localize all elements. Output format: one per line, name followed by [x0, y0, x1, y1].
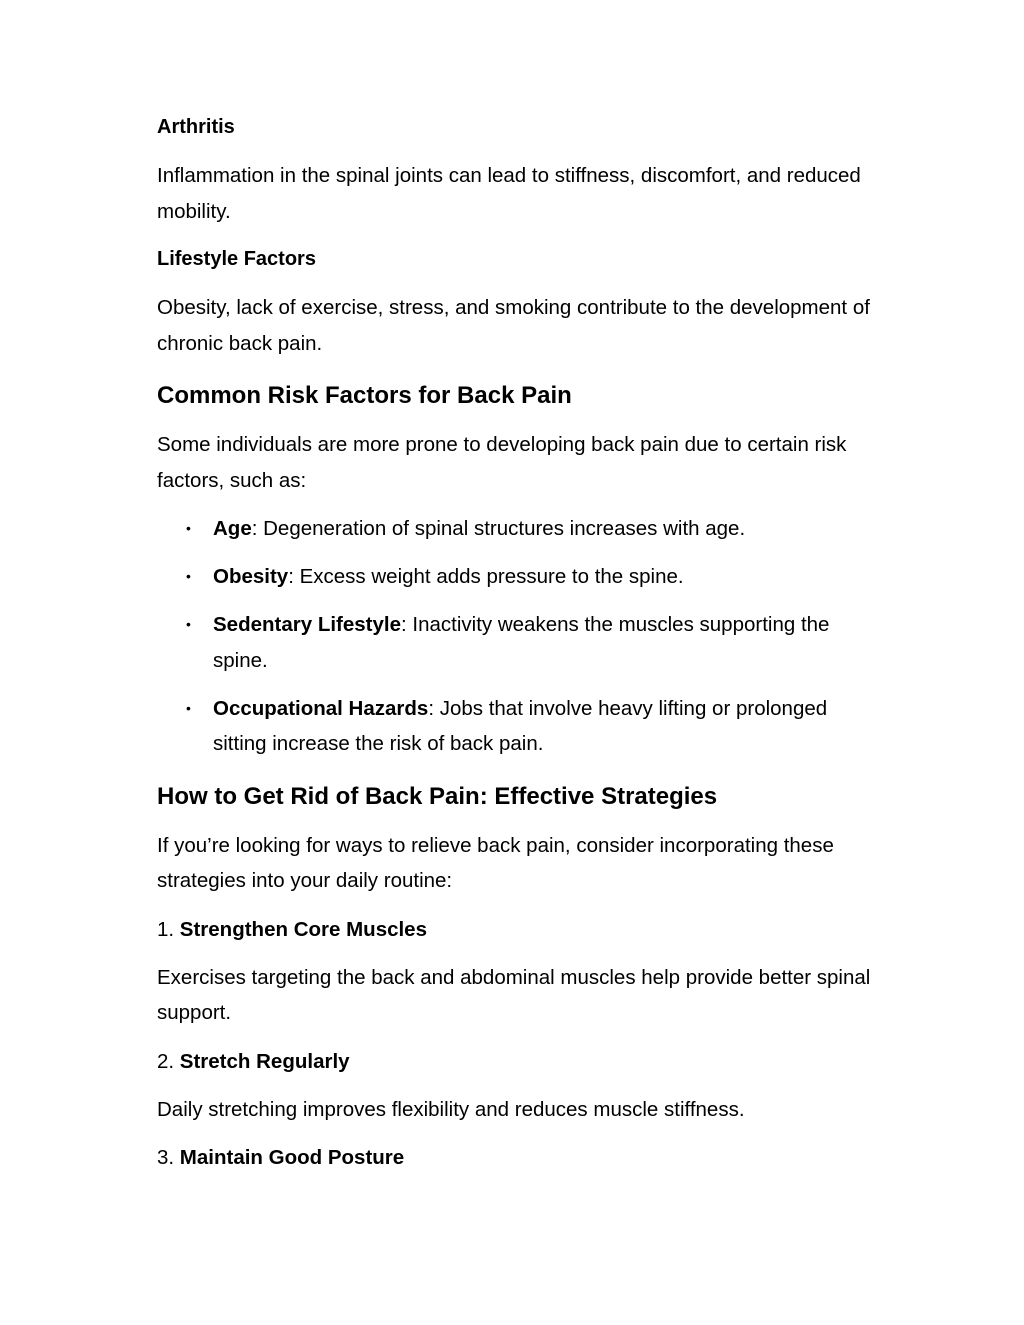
list-item [157, 607, 877, 678]
list-item [157, 691, 877, 762]
step-number: 1. [157, 917, 180, 941]
risk-desc: : Excess weight adds pressure to the spine. [288, 565, 684, 588]
arthritis-heading: Arthritis [157, 116, 235, 138]
list-item [157, 559, 877, 595]
step-title: Stretch Regularly [179, 1049, 350, 1073]
risk-term: Sedentary Lifestyle [213, 613, 401, 636]
step-title: Strengthen Core Muscles [179, 917, 427, 941]
list-item [157, 511, 877, 547]
document-page [157, 110, 877, 1188]
risk-term: Obesity [213, 565, 289, 588]
risk-desc: : Degeneration of spinal structures increases with age. [251, 517, 746, 540]
risk-term: Age [213, 517, 252, 540]
bullet-icon: • [186, 699, 191, 716]
step-number: 3. [157, 1146, 180, 1169]
strategies-intro: If you’re looking for ways to relieve back pain, consider incorporating these strategies into your daily routine: [157, 833, 834, 892]
risk-term: Occupational Hazards [213, 696, 429, 720]
risk-desc: : Inactivity weakens the muscles supporting the spine. [213, 613, 830, 672]
step-heading [157, 1044, 877, 1079]
arthritis-text: Inflammation in the spinal joints can lead to stiffness, discomfort, and reduced mobility. [157, 164, 861, 223]
strategies-heading: How to Get Rid of Back Pain: Effective Strategies [157, 782, 718, 810]
step-text: Exercises targeting the back and abdominal muscles help provide better spinal support. [157, 965, 871, 1024]
risk-factors-list [157, 511, 877, 762]
step-text: Daily stretching improves flexibility and reduces muscle stiffness. [157, 1097, 745, 1121]
risk-factors-heading: Common Risk Factors for Back Pain [157, 382, 572, 409]
bullet-icon: • [186, 568, 191, 584]
step-title: Maintain Good Posture [179, 1146, 405, 1169]
bullet-icon: • [186, 520, 191, 536]
step-heading [157, 1140, 877, 1175]
step-heading [157, 912, 877, 947]
risk-factors-intro: Some individuals are more prone to developing back pain due to certain risk factors, such as: [157, 433, 847, 492]
step-number: 2. [157, 1049, 180, 1073]
bullet-icon: • [186, 616, 191, 632]
lifestyle-heading: Lifestyle Factors [157, 248, 316, 270]
lifestyle-text: Obesity, lack of exercise, stress, and smoking contribute to the development of chronic back pain. [157, 296, 870, 355]
risk-desc: : Jobs that involve heavy lifting or prolonged sitting increase the risk of back pain. [213, 696, 828, 755]
